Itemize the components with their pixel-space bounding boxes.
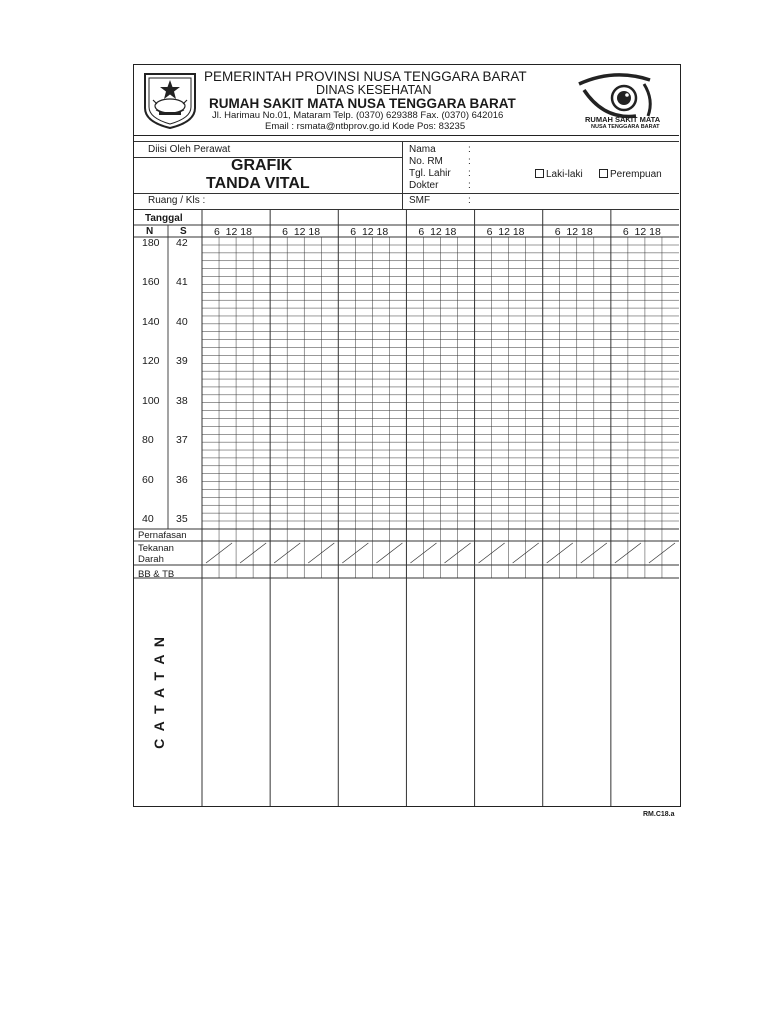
temperature-scale-label: 41 bbox=[176, 276, 188, 289]
pulse-scale-label: 160 bbox=[142, 276, 160, 289]
weight-height-label: BB & TB bbox=[138, 569, 175, 580]
blood-pressure-label-1: Tekanan bbox=[138, 543, 174, 554]
temperature-scale-label: 42 bbox=[176, 237, 188, 249]
blood-pressure-label-2: Darah bbox=[138, 554, 164, 565]
medical-record-label: No. RM bbox=[409, 156, 443, 167]
pulse-scale-label: 40 bbox=[142, 513, 154, 525]
temperature-column-header: S bbox=[180, 226, 187, 237]
pulse-scale-label: 180 bbox=[142, 237, 160, 249]
temperature-scale-label: 36 bbox=[176, 473, 188, 486]
pulse-scale-label: 60 bbox=[142, 473, 154, 486]
smf-label: SMF bbox=[409, 195, 431, 206]
time-slot-labels: 6 12 18 bbox=[418, 226, 457, 238]
date-header: Tanggal bbox=[145, 213, 183, 224]
field-separator: : bbox=[468, 156, 471, 167]
time-slot-labels: 6 12 18 bbox=[554, 226, 593, 238]
patient-name-label: Nama bbox=[409, 144, 436, 155]
field-separator: : bbox=[468, 144, 471, 155]
logo-hospital-name: RUMAH SAKIT MATA bbox=[585, 115, 661, 124]
pulse-scale-label: 120 bbox=[142, 355, 160, 368]
room-class-field: Ruang / Kls : bbox=[148, 195, 206, 206]
pulse-scale-label: 80 bbox=[142, 434, 154, 447]
pulse-scale-label: 140 bbox=[142, 315, 160, 328]
gender-female-label: Perempuan bbox=[610, 169, 662, 180]
field-separator: : bbox=[468, 195, 471, 206]
hospital-name: RUMAH SAKIT MATA NUSA TENGGARA BARAT bbox=[209, 96, 516, 111]
form-code: RM.C18.a bbox=[643, 811, 675, 818]
time-slot-labels: 6 12 18 bbox=[282, 226, 321, 238]
logo-region: NUSA TENGGARA BARAT bbox=[591, 124, 660, 130]
doctor-label: Dokter bbox=[409, 180, 439, 191]
vital-signs-grid bbox=[134, 65, 680, 807]
field-separator: : bbox=[468, 180, 471, 191]
pulse-column-header: N bbox=[146, 226, 154, 237]
form-title-1: GRAFIK bbox=[231, 157, 293, 174]
time-slot-labels: 6 12 18 bbox=[214, 226, 252, 238]
notes-label: C A T A T A N bbox=[151, 635, 167, 749]
gov-line: PEMERINTAH PROVINSI NUSA TENGGARA BARAT bbox=[204, 69, 527, 84]
temperature-scale-label: 38 bbox=[176, 394, 188, 407]
temperature-scale-label: 39 bbox=[176, 355, 188, 368]
filled-by-label: Diisi Oleh Perawat bbox=[148, 144, 231, 155]
pulse-scale-label: 100 bbox=[142, 394, 160, 407]
time-slot-labels: 6 12 18 bbox=[622, 226, 661, 238]
address-line: Jl. Harimau No.01, Mataram Telp. (0370) 629388 Fax. (0370) 642016 bbox=[212, 110, 504, 121]
email-line: Email : rsmata@ntbprov.go.id Kode Pos: 83235 bbox=[265, 121, 466, 132]
dept-line: DINAS KESEHATAN bbox=[316, 83, 432, 97]
time-slot-labels: 6 12 18 bbox=[486, 226, 525, 238]
temperature-scale-label: 40 bbox=[176, 315, 188, 328]
temperature-scale-label: 37 bbox=[176, 434, 188, 447]
gender-male-label: Laki-laki bbox=[546, 169, 583, 180]
form-title-2: TANDA VITAL bbox=[206, 175, 310, 192]
vital-signs-form bbox=[133, 64, 681, 807]
temperature-scale-label: 35 bbox=[176, 513, 188, 525]
time-slot-labels: 6 12 18 bbox=[350, 226, 389, 238]
field-separator: : bbox=[468, 168, 471, 179]
birth-date-label: Tgl. Lahir bbox=[409, 168, 451, 179]
respiration-label: Pernafasan bbox=[138, 530, 187, 541]
